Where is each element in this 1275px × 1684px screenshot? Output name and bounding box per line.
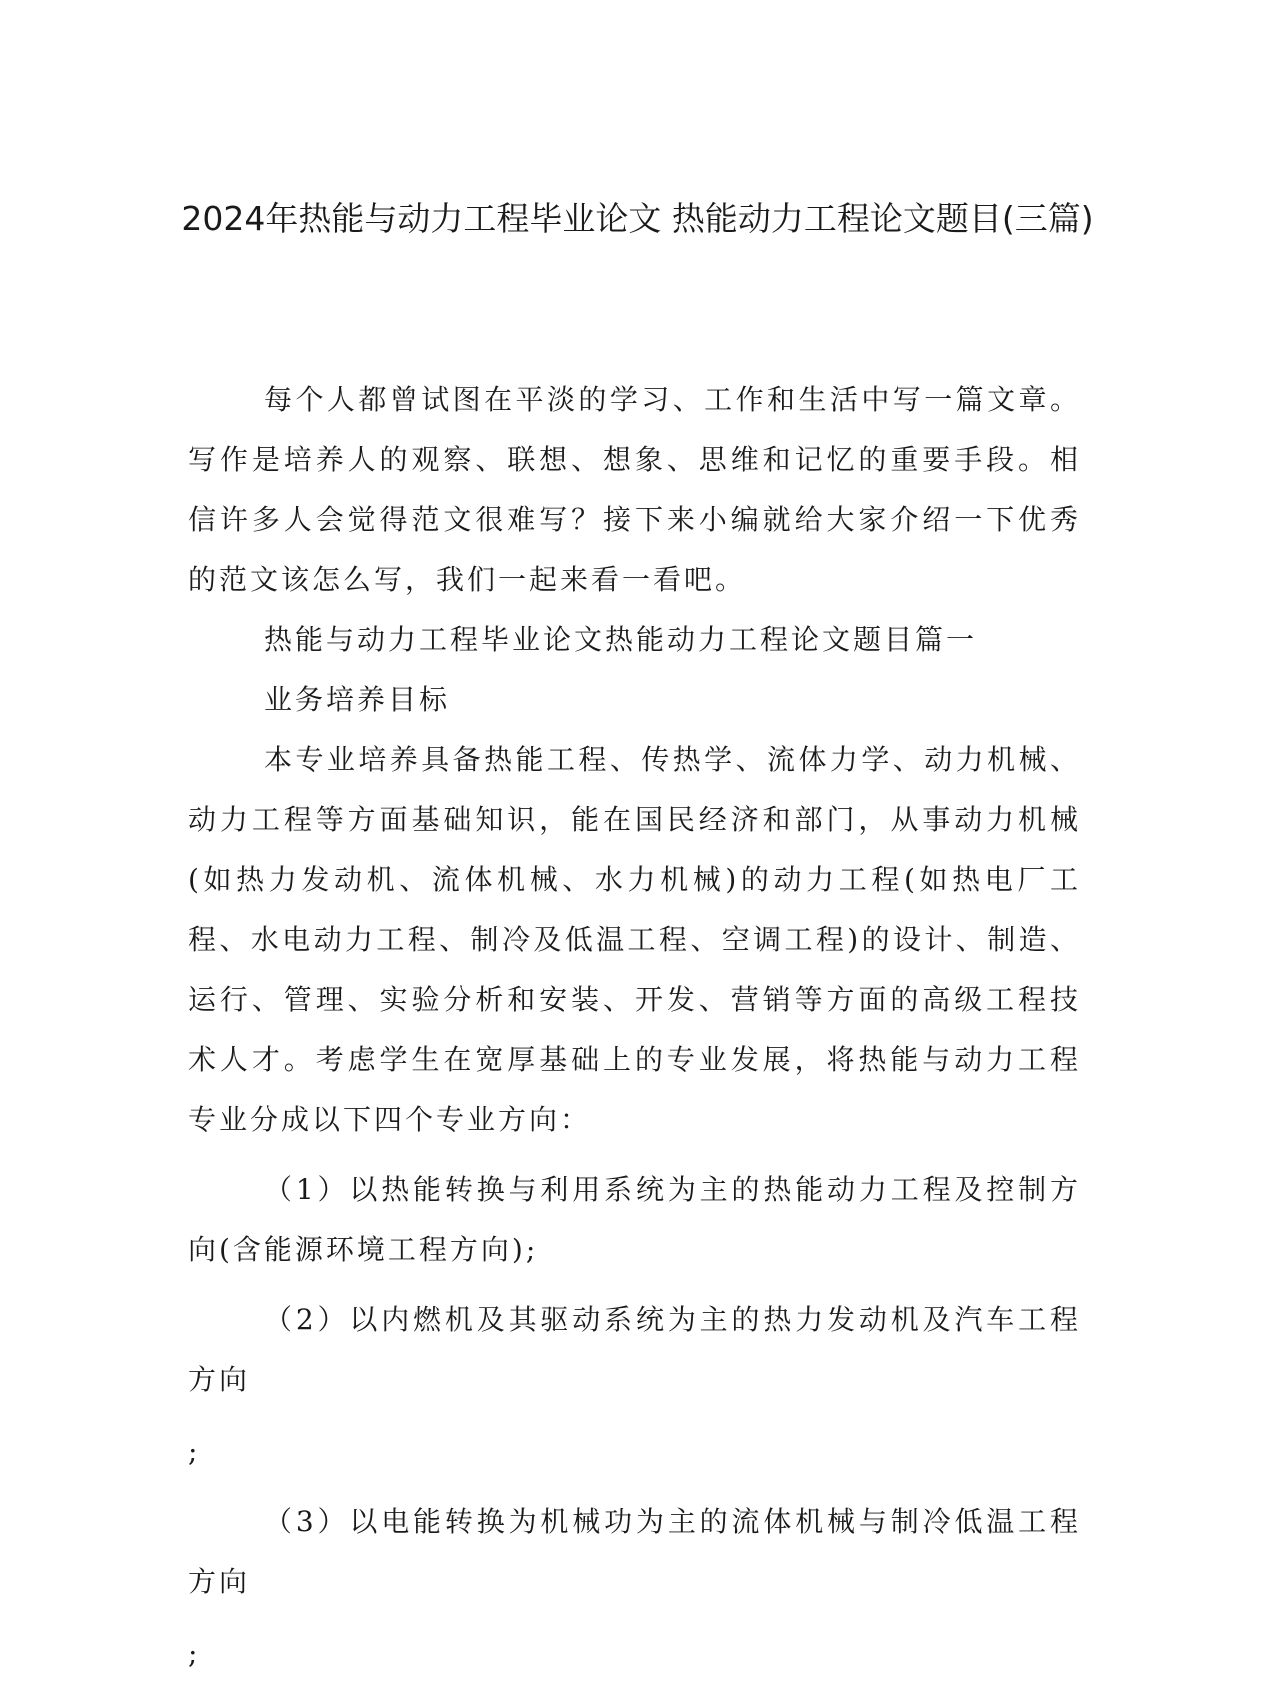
list-item-2-end: ; bbox=[188, 1435, 201, 1468]
list-item-1: （1）以热能转换与利用系统为主的热能动力工程及控制方向(含能源环境工程方向); bbox=[188, 1173, 1081, 1266]
document-body bbox=[188, 370, 1081, 1684]
list-item-2: （2）以内燃机及其驱动系统为主的热力发动机及汽车工程方向 bbox=[188, 1303, 1081, 1396]
subsection-heading: 业务培养目标 bbox=[264, 683, 451, 716]
body-paragraph: 本专业培养具备热能工程、传热学、流体力学、动力机械、动力工程等方面基础知识，能在国民经济和部门，从事动力机械(如热力发动机、流体机械、水力机械)的动力工程(如热电厂工程、水电动力工程、制冷及低温工程、空调工程)的设计、制造、运行、管理、实验分析和安装、开发、营销等方面的高级工程技术人才。考虑学生在宽厚基础上的专业发展，将热能与动力工程专业分成以下四个专业方向： bbox=[188, 743, 1081, 1136]
intro-paragraph: 每个人都曾试图在平淡的学习、工作和生活中写一篇文章。写作是培养人的观察、联想、想象、思维和记忆的重要手段。相信许多人会觉得范文很难写？接下来小编就给大家介绍一下优秀的范文该怎么写，我们一起来看一看吧。 bbox=[188, 383, 1081, 596]
document-title: 2024年热能与动力工程毕业论文 热能动力工程论文题目(三篇) bbox=[181, 199, 1094, 238]
list-item-3: （3）以电能转换为机械功为主的流体机械与制冷低温工程方向 bbox=[188, 1505, 1081, 1598]
section-heading: 热能与动力工程毕业论文热能动力工程论文题目篇一 bbox=[264, 623, 978, 656]
list-item-3-end: ; bbox=[188, 1637, 201, 1670]
